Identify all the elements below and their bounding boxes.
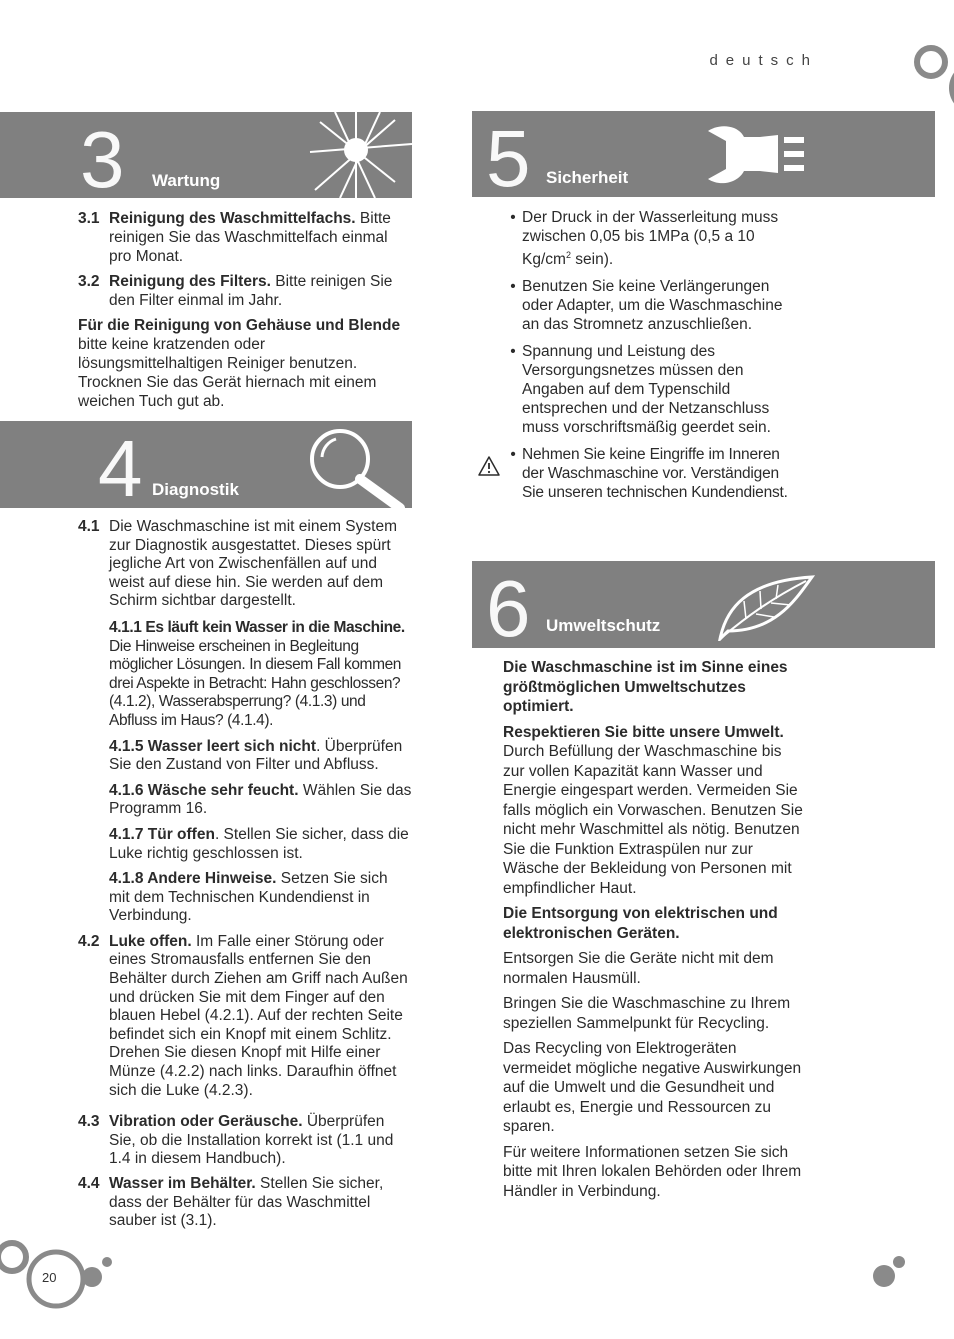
bullet-item: • Benutzen Sie keine Verlängerungen oder Adapter, um die Waschmaschine an das Stromnetz anzuschließen.: [510, 278, 783, 334]
bullet-item: • Spannung und Leistung des Versorgungsnetzes müssen den Angaben auf dem Typenschild entsprechen und der Netzanschluss muss vorschriftsmäßig geerdet sein.: [510, 343, 771, 437]
intro-paragraph: Die Waschmaschine ist im Sinne eines größtmöglichen Umweltschutzes optimiert.: [503, 659, 788, 715]
disposal-paragraph: Entsorgen Sie die Geräte nicht mit dem normalen Hausmüll.: [503, 950, 774, 987]
wartung-content: [78, 209, 412, 417]
decorative-circles-top: [905, 38, 954, 118]
section-title: Sicherheit: [546, 168, 629, 187]
section-band-umweltschutz: [472, 561, 935, 648]
section-title: Diagnostik: [152, 480, 239, 499]
list-item: 4.1.1 Es läuft kein Wasser in die Maschine. Die Hinweise erscheinen in Begleitung möglicher Lösungen. In diesem Fall kommen drei Aspekte in Betracht: Hahn geschlossen? (4.1.2), Wasserabsperrung? (4.1.3) und Abfluss im Haus? (4.1.4).: [109, 618, 405, 729]
page-number: 20: [42, 1270, 57, 1285]
disposal-paragraph: Für weitere Informationen setzen Sie sich bitte mit Ihren lokalen Behörden oder Ihrem Händler in Verbindung.: [503, 1143, 802, 1200]
section-number: 5: [486, 114, 531, 197]
section-title: Umweltschutz: [546, 616, 661, 635]
section-band-wartung: [0, 112, 412, 198]
leaf-icon: [716, 569, 816, 641]
section-band-sicherheit: [472, 111, 935, 197]
decorative-circles-bottom-left: [0, 1235, 120, 1339]
section-number: 6: [486, 564, 531, 648]
disposal-paragraph: Das Recycling von Elektrogeräten vermeidet mögliche negative Auswirkungen auf die Umwelt und die Gesundheit und erlaubt es, Energie und Ressourcen zu sparen.: [503, 1040, 802, 1135]
list-item: 4.2 Luke offen. Im Falle einer Störung oder eines Stromausfalls entfernen Sie den Behälter durch Ziehen am Griff nach Außen und drücken Sie mit dem Finger auf den blauen Hebel (4.2.1). Auf der rechten Seite befindet sich ein Knopf mit einem Schlitz. Drehen Sie diesen Knopf mit Hilfe einer Münze (4.2.2) nach links. Daraufhin öffnet sich die Luke (4.2.3).: [78, 932, 408, 1099]
warning-icon: [477, 455, 501, 477]
decorative-circles-bottom-right: [868, 1252, 912, 1292]
section-number: 3: [80, 115, 125, 198]
list-item: 4.1.6 Wäsche sehr feucht. Wählen Sie das Programm 16.: [109, 781, 412, 818]
diagnostik-content: [78, 518, 412, 1237]
sparkle-icon: [300, 112, 412, 198]
list-item: 4.3 Vibration oder Geräusche. Überprüfen Sie, ob die Installation korrekt ist (1.1 und 1.4 in diesem Handbuch).: [78, 1113, 394, 1168]
housing-paragraph: Für die Reinigung von Gehäuse und Blende bitte keine kratzenden oder lösungsmittelhaltigen Reiniger benutzen. Trocknen Sie das Gerät hiernach mit einem weichen Tuch gut ab.: [78, 317, 401, 410]
disposal-paragraph: Bringen Sie die Waschmaschine zu Ihrem speziellen Sammelpunkt für Recycling.: [503, 995, 791, 1032]
respect-paragraph: Respektieren Sie bitte unsere Umwelt. Durch Befüllung der Waschmaschine bis zur vollen Kapazität kann Wasser und Energie eingespart werden. Vermeiden Sie falls möglich ein Vorwaschen. Benutzen Sie nicht mehr Waschmittel als nötig. Benutzen Sie die Funktion Extraspülen nur zur Wäsche der Bekleidung von Personen mit empfindlicher Haut.: [503, 723, 803, 897]
list-item: 4.1.7 Tür offen. Stellen Sie sicher, dass die Luke richtig geschlossen ist.: [109, 825, 409, 862]
bullet-item: • Der Druck in der Wasserleitung muss zwischen 0,05 bis 1MPa (0,5 a 10 $Kg/cm^2$ sein).: [510, 209, 779, 269]
umweltschutz-content: [503, 658, 807, 1207]
disposal-heading: Die Entsorgung von elektrischen und elektronischen Geräten.: [503, 905, 778, 942]
list-item: 3.1 Reinigung des Waschmittelfachs. Bitte reinigen Sie das Waschmittelfach einmal pro Monat.: [78, 210, 391, 265]
list-item: 3.2 Reinigung des Filters. Bitte reinigen Sie den Filter einmal im Jahr.: [78, 273, 393, 309]
section-title: Wartung: [152, 171, 221, 190]
list-item: 4.1.8 Andere Hinweise. Setzen Sie sich mit dem Technischen Kundendienst in Verbindung.: [109, 870, 388, 925]
language-label: deutsch: [709, 52, 818, 69]
list-item: 4.4 Wasser im Behälter. Stellen Sie sicher, dass der Behälter für das Waschmittel sauber ist (3.1).: [78, 1175, 384, 1230]
section-number: 4: [98, 424, 143, 508]
wrench-icon: [700, 121, 810, 189]
list-item: 4.1.5 Wasser leert sich nicht. Überprüfen Sie den Zustand von Filter und Abfluss.: [109, 737, 403, 774]
magnifier-icon: [300, 421, 412, 508]
bullet-item: • Nehmen Sie keine Eingriffe im Inneren der Waschmaschine vor. Verständigen Sie unseren technischen Kundendienst.: [510, 446, 788, 502]
sicherheit-content: [504, 208, 804, 510]
list-item: 4.1 Die Waschmaschine ist mit einem System zur Diagnostik ausgestattet. Dieses spürt jegliche Art von Zwischenfällen auf und weist auf diese hin. Sie werden auf dem Schirm sichtbar dargestellt.: [78, 518, 397, 610]
section-band-diagnostik: [0, 421, 412, 508]
